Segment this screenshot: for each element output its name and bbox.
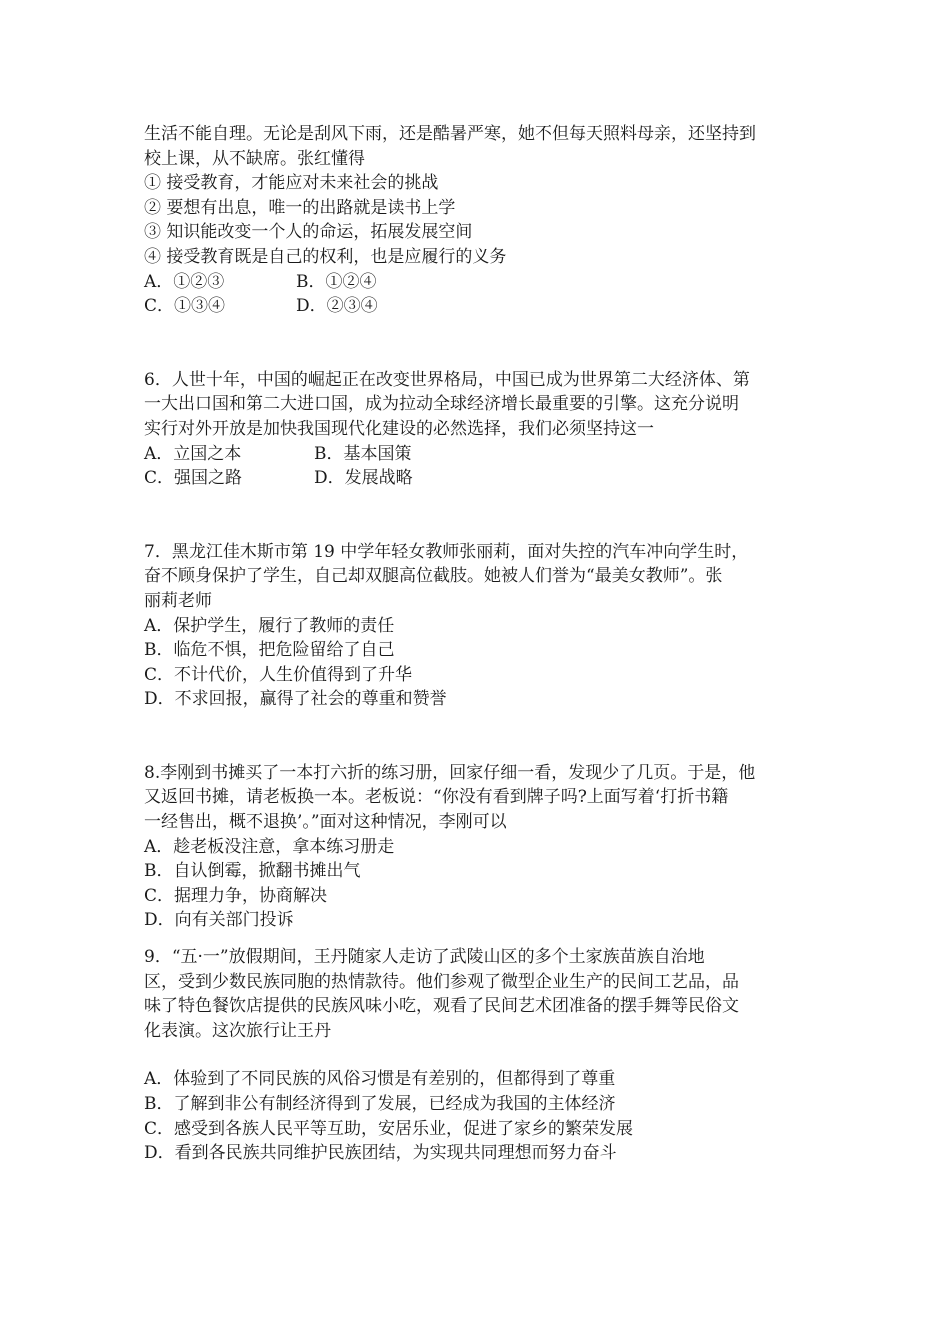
- q6-options-row-2: [144, 466, 814, 491]
- q5-statement-3: ③ 知识能改变一个人的命运，拓展发展空间: [144, 222, 473, 243]
- q8-option-d: D．向有关部门投诉: [144, 910, 294, 931]
- q5-stem-line-2: 校上课，从不缺席。张红懂得: [144, 148, 365, 169]
- q8-stem-line-2: 又返回书摊，请老板换一本。老板说：“你没有看到牌子吗?上面写着‘打折书籍: [144, 787, 729, 808]
- q7-stem-line-3: 丽莉老师: [144, 590, 212, 611]
- q5-option-c: C．①③④: [144, 296, 226, 317]
- q9-stem-line-2: 区，受到少数民族同胞的热情款待。他们参观了微型企业生产的民间工艺品，品: [144, 971, 739, 992]
- q5-option-a: A．①②③: [144, 271, 225, 292]
- question-6: [144, 368, 814, 491]
- q8-stem-line-3: 一经售出，概不退换’。”面对这种情况，李刚可以: [144, 812, 507, 833]
- spacer: [144, 712, 814, 761]
- q6-option-c: C．强国之路: [144, 468, 243, 489]
- q6-options-row-1: [144, 442, 814, 467]
- question-8: [144, 761, 814, 933]
- q6-stem-line-3: 实行对外开放是加快我国现代化建设的必然选择，我们必须坚持这一: [144, 418, 654, 439]
- q8-option-a: A．趁老板没注意，拿本练习册走: [144, 836, 395, 857]
- q9-stem-line-3: 味了特色餐饮店提供的民族风味小吃，观看了民间艺术团准备的摆手舞等民俗文: [144, 996, 739, 1017]
- q5-options-row-1: [144, 270, 814, 295]
- q9-option-c: C．感受到各族人民平等互助，安居乐业，促进了家乡的繁荣发展: [144, 1118, 634, 1139]
- q6-stem-line-1: 6．人世十年，中国的崛起正在改变世界格局，中国已成为世界第二大经济体、第: [144, 369, 750, 390]
- q5-statement-4: ④ 接受教育既是自己的权利，也是应履行的义务: [144, 246, 507, 267]
- q5-statement-1: ① 接受教育，才能应对未来社会的挑战: [144, 173, 439, 194]
- q9-stem-line-1: 9．“五·一”放假期间，王丹随家人走访了武陵山区的多个土家族苗族自治地: [144, 947, 705, 968]
- q9-option-b: B．了解到非公有制经济得到了发展，已经成为我国的主体经济: [144, 1094, 616, 1114]
- q6-option-b: B．基本国策: [314, 443, 412, 464]
- q6-option-d: D．发展战略: [314, 468, 413, 489]
- q5-option-d: D．②③④: [296, 296, 378, 317]
- spacer: [144, 933, 814, 945]
- q7-stem-line-2: 奋不顾身保护了学生，自己却双腿高位截肢。她被人们誉为“最美女教师”。张: [144, 566, 723, 587]
- q7-stem-line-1: 7．黑龙江佳木斯市第 19 中学年轻女教师张丽莉，面对失控的汽车冲向学生时，: [144, 541, 749, 562]
- q9-option-a: A．体验到了不同民族的风俗习惯是有差别的，但都得到了尊重: [144, 1069, 616, 1090]
- q7-option-b: B．临危不惧，把危险留给了自己: [144, 640, 395, 661]
- q5-stem-line-1: 生活不能自理。无论是刮风下雨，还是酷暑严寒，她不但每天照料母亲，还坚持到: [144, 124, 756, 144]
- q6-stem-line-2: 一大出口国和第二大进口国，成为拉动全球经济增长最重要的引擎。这充分说明: [144, 394, 739, 415]
- spacer: [144, 491, 814, 540]
- q7-option-c: C．不计代价，人生价值得到了升华: [144, 664, 413, 685]
- spacer: [144, 319, 814, 368]
- q9-stem-line-4: 化表演。这次旅行让王丹: [144, 1020, 331, 1041]
- q7-option-d: D．不求回报，赢得了社会的尊重和赞誉: [144, 689, 447, 710]
- exam-page: [144, 122, 814, 1166]
- q8-stem-line-1: 8.李刚到书摊买了一本打六折的练习册，回家仔细一看，发现少了几页。于是，他: [144, 762, 756, 783]
- q9-option-d: D．看到各民族共同维护民族团结，为实现共同理想而努力奋斗: [144, 1143, 617, 1164]
- q5-statement-2: ② 要想有出息，唯一的出路就是读书上学: [144, 197, 456, 218]
- question-9: [144, 945, 814, 1166]
- spacer: [144, 1043, 814, 1067]
- q7-option-a: A．保护学生，履行了教师的责任: [144, 615, 395, 636]
- question-7: [144, 540, 814, 712]
- q8-option-b: B．自认倒霉，掀翻书摊出气: [144, 861, 361, 882]
- q5-options-row-2: [144, 294, 814, 319]
- q6-option-a: A．立国之本: [144, 443, 242, 464]
- q8-option-c: C．据理力争，协商解决: [144, 885, 328, 906]
- q5-option-b: B．①②④: [296, 271, 377, 292]
- question-5: [144, 122, 814, 319]
